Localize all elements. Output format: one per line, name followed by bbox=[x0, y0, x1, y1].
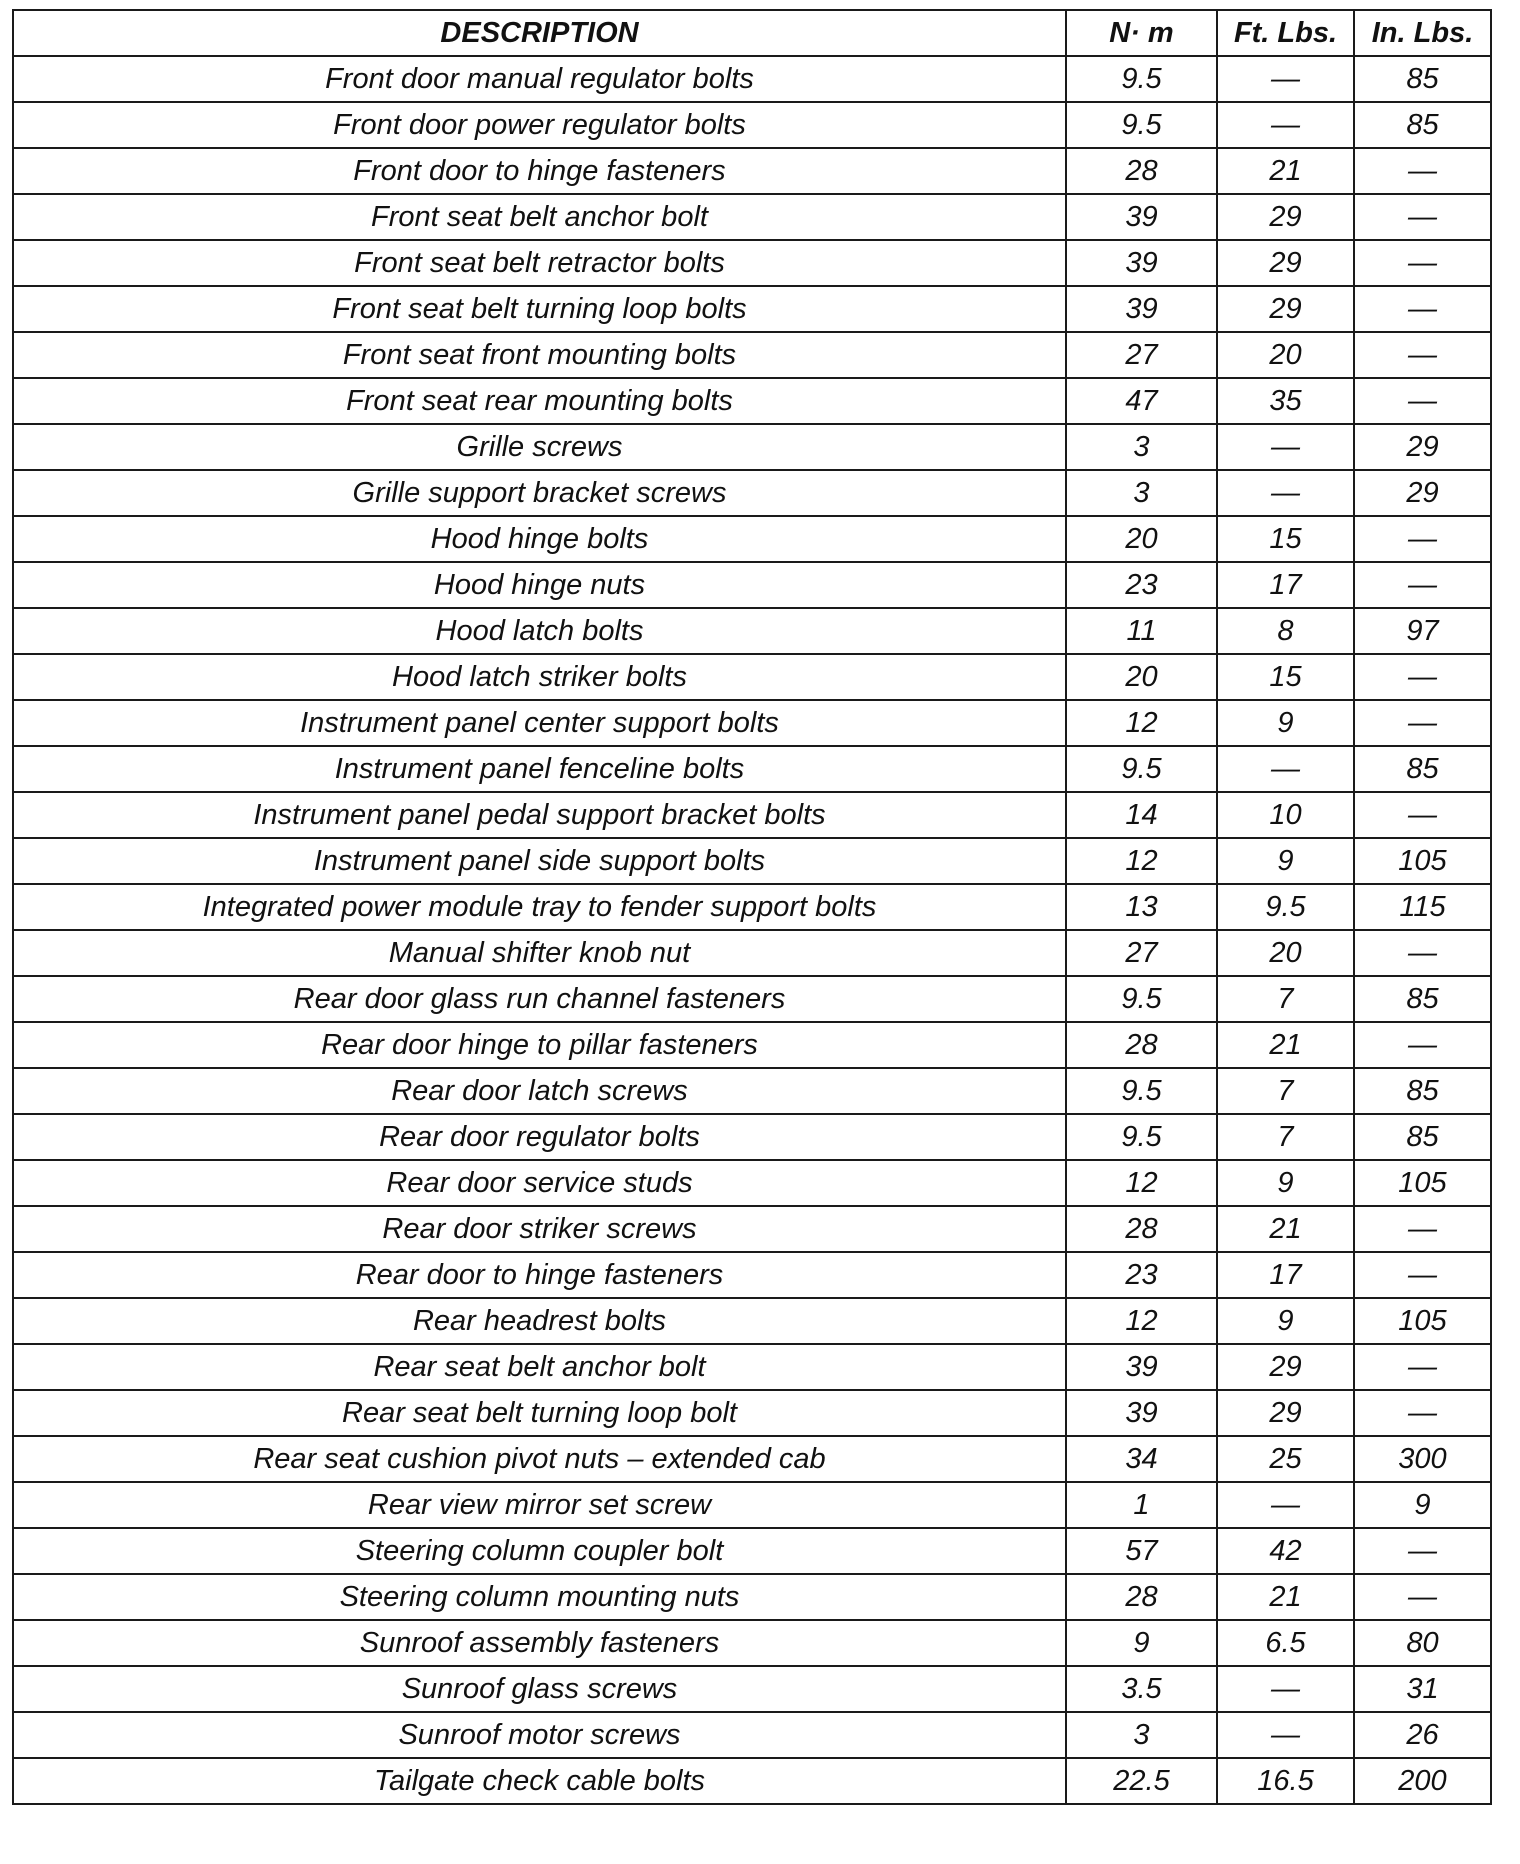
table-row bbox=[13, 1574, 1491, 1620]
cell-description: Sunroof glass screws bbox=[13, 1666, 1066, 1712]
cell-inch-pounds: — bbox=[1354, 378, 1491, 424]
table-row bbox=[13, 1528, 1491, 1574]
cell-description: Hood latch bolts bbox=[13, 608, 1066, 654]
cell-foot-pounds: 29 bbox=[1217, 286, 1354, 332]
table-row bbox=[13, 332, 1491, 378]
cell-description: Rear seat belt turning loop bolt bbox=[13, 1390, 1066, 1436]
cell-inch-pounds: — bbox=[1354, 194, 1491, 240]
table-row bbox=[13, 102, 1491, 148]
cell-description: Sunroof assembly fasteners bbox=[13, 1620, 1066, 1666]
cell-description: Instrument panel center support bolts bbox=[13, 700, 1066, 746]
cell-inch-pounds: — bbox=[1354, 1528, 1491, 1574]
cell-description: Front door manual regulator bolts bbox=[13, 56, 1066, 102]
torque-specifications-table bbox=[12, 9, 1492, 1805]
cell-foot-pounds: 17 bbox=[1217, 562, 1354, 608]
cell-description: Rear seat belt anchor bolt bbox=[13, 1344, 1066, 1390]
table-body bbox=[13, 56, 1491, 1804]
table-row bbox=[13, 746, 1491, 792]
cell-description: Rear door regulator bolts bbox=[13, 1114, 1066, 1160]
cell-inch-pounds: 31 bbox=[1354, 1666, 1491, 1712]
table-row bbox=[13, 700, 1491, 746]
table-row bbox=[13, 930, 1491, 976]
cell-inch-pounds: — bbox=[1354, 930, 1491, 976]
cell-newton-meters: 12 bbox=[1066, 700, 1217, 746]
table-row bbox=[13, 654, 1491, 700]
cell-foot-pounds: 29 bbox=[1217, 1390, 1354, 1436]
table-row bbox=[13, 608, 1491, 654]
cell-newton-meters: 57 bbox=[1066, 1528, 1217, 1574]
cell-foot-pounds: 17 bbox=[1217, 1252, 1354, 1298]
cell-foot-pounds: 7 bbox=[1217, 1068, 1354, 1114]
table-row bbox=[13, 1022, 1491, 1068]
cell-newton-meters: 11 bbox=[1066, 608, 1217, 654]
cell-foot-pounds: 29 bbox=[1217, 1344, 1354, 1390]
cell-foot-pounds: — bbox=[1217, 1482, 1354, 1528]
cell-inch-pounds: 105 bbox=[1354, 1160, 1491, 1206]
cell-description: Tailgate check cable bolts bbox=[13, 1758, 1066, 1804]
cell-newton-meters: 12 bbox=[1066, 1160, 1217, 1206]
cell-description: Sunroof motor screws bbox=[13, 1712, 1066, 1758]
cell-description: Rear door service studs bbox=[13, 1160, 1066, 1206]
table-row bbox=[13, 562, 1491, 608]
header-newton-meters: N· m bbox=[1066, 10, 1217, 56]
cell-newton-meters: 39 bbox=[1066, 1344, 1217, 1390]
cell-foot-pounds: 9 bbox=[1217, 1298, 1354, 1344]
table-row bbox=[13, 1252, 1491, 1298]
cell-description: Instrument panel pedal support bracket bolts bbox=[13, 792, 1066, 838]
table-row bbox=[13, 424, 1491, 470]
cell-foot-pounds: — bbox=[1217, 56, 1354, 102]
cell-foot-pounds: 21 bbox=[1217, 1574, 1354, 1620]
cell-description: Front seat rear mounting bolts bbox=[13, 378, 1066, 424]
table-row bbox=[13, 792, 1491, 838]
table-row bbox=[13, 378, 1491, 424]
cell-foot-pounds: 21 bbox=[1217, 1022, 1354, 1068]
cell-newton-meters: 28 bbox=[1066, 1574, 1217, 1620]
header-description: DESCRIPTION bbox=[13, 10, 1066, 56]
cell-newton-meters: 39 bbox=[1066, 1390, 1217, 1436]
cell-inch-pounds: — bbox=[1354, 286, 1491, 332]
cell-newton-meters: 3 bbox=[1066, 1712, 1217, 1758]
cell-description: Front door to hinge fasteners bbox=[13, 148, 1066, 194]
cell-newton-meters: 47 bbox=[1066, 378, 1217, 424]
cell-foot-pounds: 29 bbox=[1217, 194, 1354, 240]
cell-foot-pounds: 6.5 bbox=[1217, 1620, 1354, 1666]
cell-newton-meters: 22.5 bbox=[1066, 1758, 1217, 1804]
cell-newton-meters: 34 bbox=[1066, 1436, 1217, 1482]
cell-inch-pounds: — bbox=[1354, 1390, 1491, 1436]
cell-description: Front seat belt anchor bolt bbox=[13, 194, 1066, 240]
cell-newton-meters: 9.5 bbox=[1066, 102, 1217, 148]
cell-inch-pounds: 85 bbox=[1354, 102, 1491, 148]
cell-inch-pounds: 115 bbox=[1354, 884, 1491, 930]
cell-inch-pounds: 29 bbox=[1354, 424, 1491, 470]
cell-foot-pounds: 21 bbox=[1217, 1206, 1354, 1252]
cell-inch-pounds: 80 bbox=[1354, 1620, 1491, 1666]
table-row bbox=[13, 240, 1491, 286]
table-row bbox=[13, 1068, 1491, 1114]
cell-inch-pounds: — bbox=[1354, 240, 1491, 286]
cell-foot-pounds: 9 bbox=[1217, 1160, 1354, 1206]
cell-newton-meters: 12 bbox=[1066, 1298, 1217, 1344]
table-row bbox=[13, 286, 1491, 332]
cell-newton-meters: 9.5 bbox=[1066, 976, 1217, 1022]
cell-foot-pounds: 10 bbox=[1217, 792, 1354, 838]
cell-description: Hood hinge bolts bbox=[13, 516, 1066, 562]
cell-newton-meters: 9 bbox=[1066, 1620, 1217, 1666]
cell-description: Rear seat cushion pivot nuts – extended cab bbox=[13, 1436, 1066, 1482]
cell-inch-pounds: 85 bbox=[1354, 1068, 1491, 1114]
cell-newton-meters: 20 bbox=[1066, 516, 1217, 562]
cell-foot-pounds: 35 bbox=[1217, 378, 1354, 424]
cell-description: Rear door hinge to pillar fasteners bbox=[13, 1022, 1066, 1068]
cell-description: Hood hinge nuts bbox=[13, 562, 1066, 608]
cell-foot-pounds: — bbox=[1217, 746, 1354, 792]
table-row bbox=[13, 1712, 1491, 1758]
cell-foot-pounds: 20 bbox=[1217, 930, 1354, 976]
cell-description: Front seat belt turning loop bolts bbox=[13, 286, 1066, 332]
table-row bbox=[13, 1114, 1491, 1160]
cell-inch-pounds: — bbox=[1354, 700, 1491, 746]
cell-foot-pounds: — bbox=[1217, 1666, 1354, 1712]
cell-foot-pounds: 29 bbox=[1217, 240, 1354, 286]
cell-foot-pounds: 42 bbox=[1217, 1528, 1354, 1574]
cell-description: Rear door to hinge fasteners bbox=[13, 1252, 1066, 1298]
cell-foot-pounds: — bbox=[1217, 470, 1354, 516]
cell-inch-pounds: — bbox=[1354, 1022, 1491, 1068]
cell-foot-pounds: — bbox=[1217, 102, 1354, 148]
cell-description: Steering column coupler bolt bbox=[13, 1528, 1066, 1574]
cell-inch-pounds: — bbox=[1354, 1574, 1491, 1620]
cell-foot-pounds: 16.5 bbox=[1217, 1758, 1354, 1804]
cell-description: Rear headrest bolts bbox=[13, 1298, 1066, 1344]
table-row bbox=[13, 1206, 1491, 1252]
cell-description: Integrated power module tray to fender support bolts bbox=[13, 884, 1066, 930]
cell-newton-meters: 20 bbox=[1066, 654, 1217, 700]
cell-newton-meters: 28 bbox=[1066, 148, 1217, 194]
cell-description: Rear door latch screws bbox=[13, 1068, 1066, 1114]
cell-newton-meters: 23 bbox=[1066, 1252, 1217, 1298]
cell-newton-meters: 9.5 bbox=[1066, 746, 1217, 792]
cell-inch-pounds: 105 bbox=[1354, 1298, 1491, 1344]
cell-inch-pounds: 9 bbox=[1354, 1482, 1491, 1528]
cell-description: Front door power regulator bolts bbox=[13, 102, 1066, 148]
cell-inch-pounds: — bbox=[1354, 654, 1491, 700]
table-row bbox=[13, 1160, 1491, 1206]
table-row bbox=[13, 1482, 1491, 1528]
table-row bbox=[13, 1344, 1491, 1390]
cell-newton-meters: 39 bbox=[1066, 240, 1217, 286]
cell-inch-pounds: — bbox=[1354, 1344, 1491, 1390]
header-row bbox=[13, 10, 1491, 56]
table-row bbox=[13, 1298, 1491, 1344]
cell-description: Rear door striker screws bbox=[13, 1206, 1066, 1252]
cell-newton-meters: 12 bbox=[1066, 838, 1217, 884]
cell-inch-pounds: — bbox=[1354, 148, 1491, 194]
table-row bbox=[13, 56, 1491, 102]
cell-newton-meters: 14 bbox=[1066, 792, 1217, 838]
table-row bbox=[13, 1390, 1491, 1436]
cell-foot-pounds: 25 bbox=[1217, 1436, 1354, 1482]
cell-newton-meters: 9.5 bbox=[1066, 56, 1217, 102]
table-row bbox=[13, 1758, 1491, 1804]
cell-newton-meters: 39 bbox=[1066, 194, 1217, 240]
table-row bbox=[13, 976, 1491, 1022]
cell-foot-pounds: 15 bbox=[1217, 654, 1354, 700]
cell-foot-pounds: 9.5 bbox=[1217, 884, 1354, 930]
cell-description: Rear door glass run channel fasteners bbox=[13, 976, 1066, 1022]
cell-inch-pounds: — bbox=[1354, 516, 1491, 562]
header-inch-pounds: In. Lbs. bbox=[1354, 10, 1491, 56]
cell-inch-pounds: 85 bbox=[1354, 1114, 1491, 1160]
cell-inch-pounds: — bbox=[1354, 332, 1491, 378]
cell-newton-meters: 13 bbox=[1066, 884, 1217, 930]
cell-description: Front seat front mounting bolts bbox=[13, 332, 1066, 378]
cell-inch-pounds: 85 bbox=[1354, 976, 1491, 1022]
cell-foot-pounds: 8 bbox=[1217, 608, 1354, 654]
cell-newton-meters: 23 bbox=[1066, 562, 1217, 608]
table-row bbox=[13, 1620, 1491, 1666]
cell-foot-pounds: 9 bbox=[1217, 838, 1354, 884]
table-row bbox=[13, 148, 1491, 194]
cell-newton-meters: 1 bbox=[1066, 1482, 1217, 1528]
cell-newton-meters: 3 bbox=[1066, 424, 1217, 470]
cell-description: Grille screws bbox=[13, 424, 1066, 470]
cell-description: Instrument panel side support bolts bbox=[13, 838, 1066, 884]
cell-newton-meters: 3 bbox=[1066, 470, 1217, 516]
cell-description: Grille support bracket screws bbox=[13, 470, 1066, 516]
cell-description: Front seat belt retractor bolts bbox=[13, 240, 1066, 286]
cell-inch-pounds: — bbox=[1354, 792, 1491, 838]
cell-inch-pounds: — bbox=[1354, 1206, 1491, 1252]
cell-inch-pounds: 29 bbox=[1354, 470, 1491, 516]
cell-inch-pounds: — bbox=[1354, 562, 1491, 608]
cell-newton-meters: 39 bbox=[1066, 286, 1217, 332]
table-row bbox=[13, 884, 1491, 930]
cell-inch-pounds: 200 bbox=[1354, 1758, 1491, 1804]
cell-foot-pounds: 15 bbox=[1217, 516, 1354, 562]
cell-newton-meters: 27 bbox=[1066, 930, 1217, 976]
cell-inch-pounds: 85 bbox=[1354, 746, 1491, 792]
cell-description: Manual shifter knob nut bbox=[13, 930, 1066, 976]
cell-foot-pounds: — bbox=[1217, 424, 1354, 470]
cell-description: Hood latch striker bolts bbox=[13, 654, 1066, 700]
cell-inch-pounds: 300 bbox=[1354, 1436, 1491, 1482]
cell-foot-pounds: — bbox=[1217, 1712, 1354, 1758]
table-row bbox=[13, 1436, 1491, 1482]
cell-foot-pounds: 7 bbox=[1217, 1114, 1354, 1160]
table-row bbox=[13, 194, 1491, 240]
table-row bbox=[13, 516, 1491, 562]
cell-newton-meters: 9.5 bbox=[1066, 1068, 1217, 1114]
cell-inch-pounds: 105 bbox=[1354, 838, 1491, 884]
table-row bbox=[13, 470, 1491, 516]
table-row bbox=[13, 838, 1491, 884]
cell-foot-pounds: 21 bbox=[1217, 148, 1354, 194]
cell-description: Steering column mounting nuts bbox=[13, 1574, 1066, 1620]
cell-description: Instrument panel fenceline bolts bbox=[13, 746, 1066, 792]
header-foot-pounds: Ft. Lbs. bbox=[1217, 10, 1354, 56]
cell-newton-meters: 28 bbox=[1066, 1206, 1217, 1252]
cell-newton-meters: 3.5 bbox=[1066, 1666, 1217, 1712]
cell-foot-pounds: 20 bbox=[1217, 332, 1354, 378]
table-row bbox=[13, 1666, 1491, 1712]
cell-description: Rear view mirror set screw bbox=[13, 1482, 1066, 1528]
cell-newton-meters: 28 bbox=[1066, 1022, 1217, 1068]
cell-inch-pounds: 97 bbox=[1354, 608, 1491, 654]
cell-inch-pounds: 85 bbox=[1354, 56, 1491, 102]
cell-inch-pounds: 26 bbox=[1354, 1712, 1491, 1758]
cell-newton-meters: 27 bbox=[1066, 332, 1217, 378]
cell-foot-pounds: 7 bbox=[1217, 976, 1354, 1022]
cell-foot-pounds: 9 bbox=[1217, 700, 1354, 746]
cell-inch-pounds: — bbox=[1354, 1252, 1491, 1298]
cell-newton-meters: 9.5 bbox=[1066, 1114, 1217, 1160]
